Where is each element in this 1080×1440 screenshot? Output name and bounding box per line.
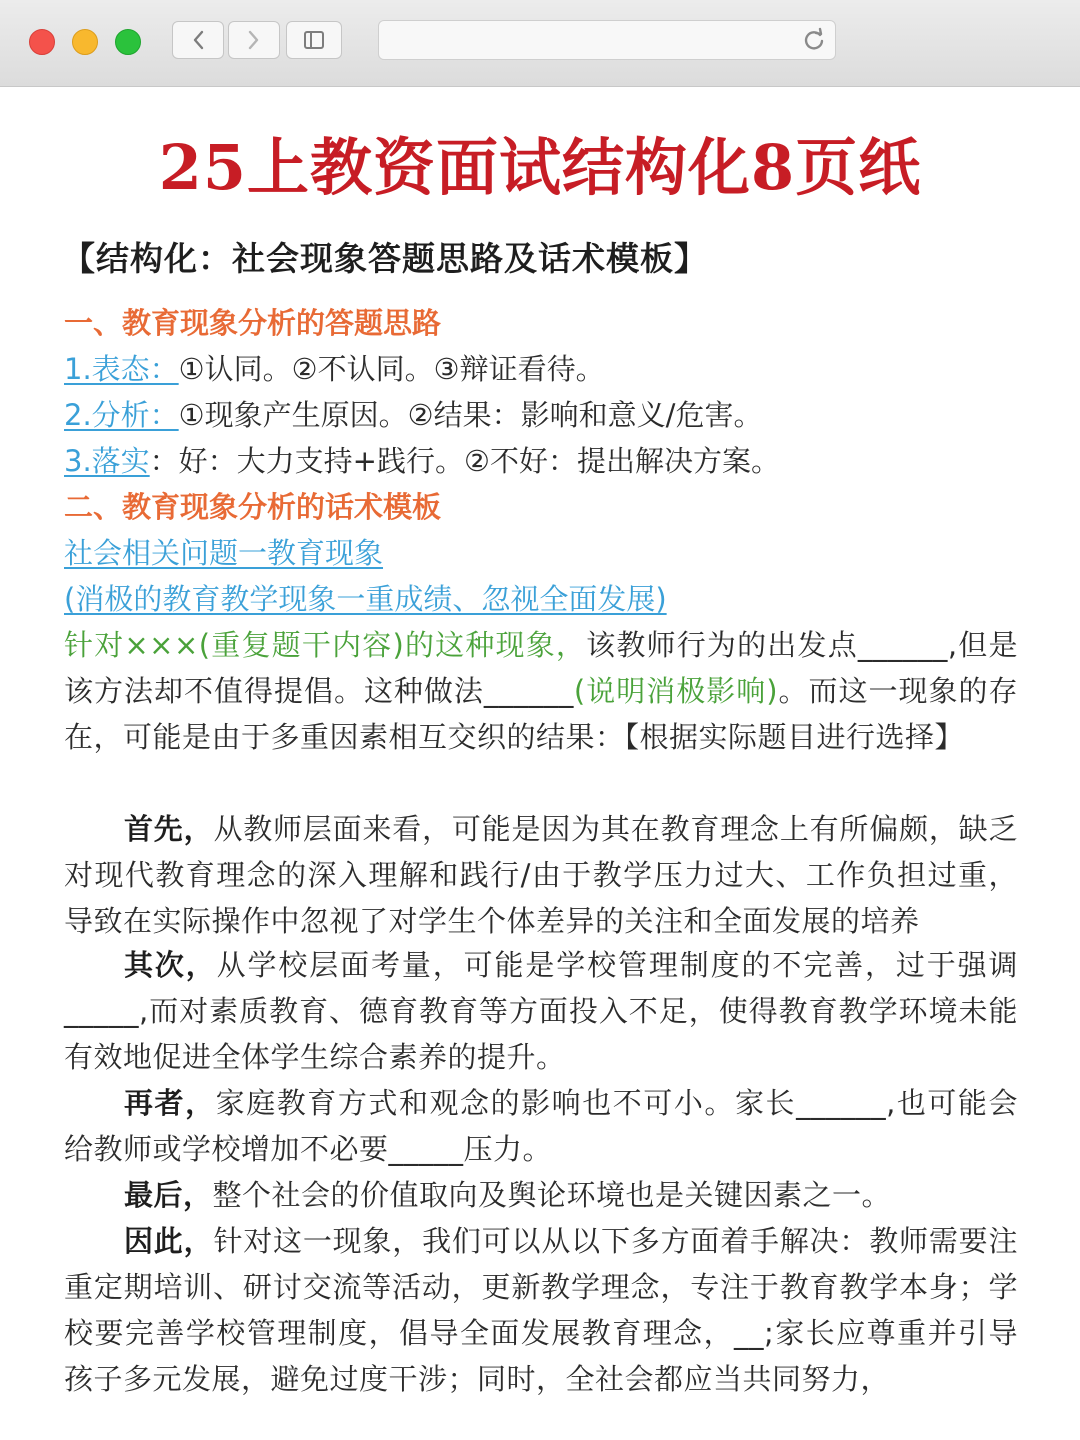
paragraph-fifth-lead: 因此， [124,1224,214,1258]
template-green-2: (说明消极影响) [573,674,779,708]
chevron-left-icon [191,29,205,51]
close-window-button[interactable] [29,29,55,55]
document-subtitle: 【结构化：社会现象答题思路及话术模板】 [62,239,708,278]
paragraph-fifth-text: 针对这一现象，我们可以从以下多方面着手解决：教师需要注重定期培训、研讨交流等活动，更新教学理念，专注于教育教学本身；学校要完善学校管理制度，倡导全面发展教育理念，__;家长应尊重并引导孩子多元发展，避免过度干涉；同时，全社会都应当共同努力， [64,1224,1018,1396]
section-heading-2: 二、教育现象分析的话术模板 [64,490,442,524]
item-label-3[interactable]: 3.落实 [64,444,150,478]
reload-icon[interactable] [801,27,827,53]
template-text-2: 。而这一现象的存在，可能是由于多重因素相互交织的结果：【根据实际题目进行选择】 [64,674,1018,754]
template-green-1: 针对×××(重复题干内容)的这种现象， [64,628,587,662]
chevron-right-icon [247,29,261,51]
sidebar-toggle-button[interactable] [286,21,342,59]
list-item-2 [64,392,1024,438]
paragraph-fifth [64,1218,1018,1402]
paragraph-fourth-text: 整个社会的价值取向及舆论环境也是关键因素之一。 [212,1178,892,1212]
minimize-window-button[interactable] [72,29,98,55]
item-label-2[interactable]: 2.分析： [64,398,179,432]
list-item-3 [64,438,1024,484]
template-paragraph [64,622,1018,760]
paragraph-third [64,1080,1018,1172]
page-title: 25上教资面试结构化8页纸 [158,131,922,204]
paragraph-fourth-lead: 最后， [124,1178,213,1212]
paragraph-second-text: 从学校层面考量，可能是学校管理制度的不完善，过于强调_____,而对素质教育、德育教育等方面投入不足，使得教育教学环境未能有效地促进全体学生综合素养的提升。 [64,948,1018,1074]
paragraph-first-lead: 首先， [124,812,214,846]
item-label-1[interactable]: 1.表态： [64,352,179,386]
link-negative-phenomenon[interactable]: (消极的教育教学现象一重成绩、忽视全面发展) [64,582,667,616]
address-bar[interactable] [378,20,836,60]
paragraph-first-text: 从教师层面来看，可能是因为其在教育理念上有所偏颇，缺乏对现代教育理念的深入理解和践行/由于教学压力过大、工作负担过重，导致在实际操作中忽视了对学生个体差异的关注和全面发展的培养 [64,812,1018,938]
browser-toolbar [0,0,1080,87]
paragraph-third-lead: 再者， [124,1086,216,1120]
paragraph-first [64,806,1018,944]
sidebar-icon [303,30,325,50]
list-item-1 [64,346,1024,392]
paragraph-fourth [64,1172,1018,1218]
item-text-1: ①认同。②不认同。③辩证看待。 [178,352,605,386]
item-text-3: ：好：大力支持+践行。②不好：提出解决方案。 [149,444,780,478]
section-heading-1: 一、教育现象分析的答题思路 [64,306,442,340]
link-social-issue[interactable]: 社会相关问题一教育现象 [64,536,384,570]
paragraph-second-lead: 其次， [124,948,217,982]
maximize-window-button[interactable] [115,29,141,55]
template-text-1: 该教师行为的出发点______,但是该方法却不值得提倡。这种做法______ [64,628,1018,708]
paragraph-second [64,942,1018,1080]
item-text-2: ①现象产生原因。②结果：影响和意义/危害。 [178,398,763,432]
forward-button[interactable] [228,21,280,59]
document-page [0,86,1080,1440]
back-button[interactable] [172,21,224,59]
paragraph-third-text: 家庭教育方式和观念的影响也不可小。家长______,也可能会给教师或学校增加不必要_____压力。 [64,1086,1018,1166]
